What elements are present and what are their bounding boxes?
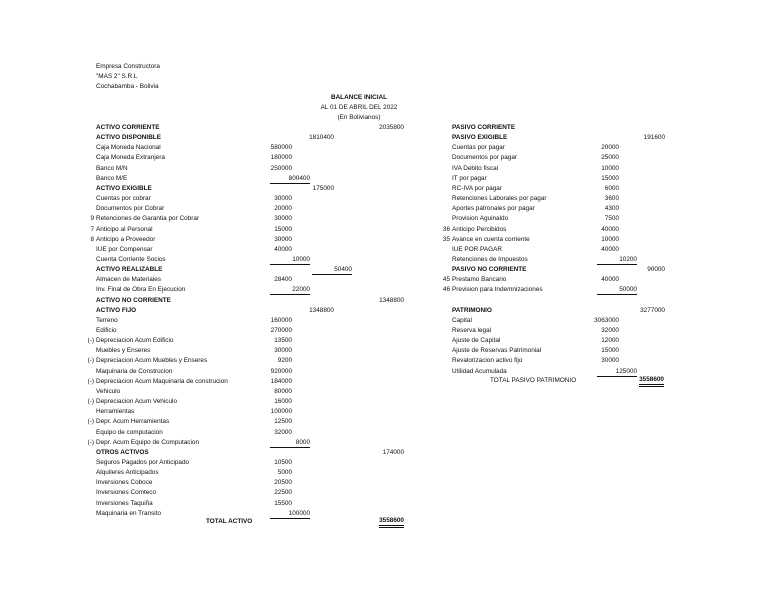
account-label: PASIVO NO CORRIENTE bbox=[452, 266, 527, 274]
amount-c2: 20000 bbox=[274, 205, 292, 213]
amount-c2: 180000 bbox=[270, 154, 292, 162]
row-prefix: (-) bbox=[87, 337, 94, 345]
account-row bbox=[0, 164, 768, 174]
account-label: Ajuste de Reservas Patrimonial bbox=[452, 347, 542, 355]
amount-c2: 10500 bbox=[274, 458, 292, 466]
account-label: IVA Debito fiscal bbox=[452, 164, 499, 172]
account-row bbox=[0, 275, 768, 285]
account-label: Anticipo Percibidos bbox=[452, 225, 507, 233]
account-label: ACTIVO FIJO bbox=[96, 306, 137, 314]
account-row bbox=[0, 235, 768, 245]
account-row bbox=[0, 296, 768, 306]
account-row bbox=[0, 204, 768, 214]
amount-c2: 30000 bbox=[274, 347, 292, 355]
amount-c2: 7500 bbox=[604, 215, 619, 223]
account-row bbox=[0, 478, 768, 488]
amount-c2: 15000 bbox=[601, 174, 619, 182]
account-row bbox=[0, 499, 768, 509]
account-label: IT por pagar bbox=[452, 174, 487, 182]
account-label: Seguros Pagados por Anticipado bbox=[96, 458, 190, 466]
account-label: Ajuste de Capital bbox=[452, 337, 501, 345]
company-name: Empresa Constructora bbox=[96, 63, 160, 70]
account-label: Documentos por pagar bbox=[452, 154, 518, 162]
amount-c3: 50400 bbox=[312, 265, 352, 275]
amount-c2: 160000 bbox=[270, 316, 292, 324]
amount-c2: 25000 bbox=[601, 154, 619, 162]
amount-c4: 1348800 bbox=[379, 296, 404, 304]
account-row bbox=[0, 174, 768, 184]
account-row bbox=[0, 417, 768, 427]
amount-c2: 15500 bbox=[274, 499, 292, 507]
amount-c2: 80000 bbox=[274, 387, 292, 395]
amount-c3: 175000 bbox=[312, 184, 334, 192]
total-activo-value-wrap bbox=[340, 517, 404, 527]
row-prefix: (-) bbox=[87, 398, 94, 406]
amount-c2: 125000 bbox=[597, 367, 637, 377]
account-row bbox=[0, 346, 768, 356]
section-heading-row bbox=[0, 448, 768, 458]
account-label: Prevision para Indemnizaciones bbox=[452, 286, 543, 294]
account-label: Muebles y Enseres bbox=[96, 347, 151, 355]
account-label: Caja Moneda Extranjera bbox=[96, 154, 165, 162]
account-row bbox=[0, 356, 768, 366]
account-row bbox=[0, 153, 768, 163]
account-label: Depreciacion Acum Vehiculo bbox=[96, 398, 177, 406]
account-row bbox=[0, 326, 768, 336]
account-label: PASIVO CORRIENTE bbox=[452, 124, 516, 131]
account-label: IUE POR PAGAR bbox=[452, 245, 502, 253]
amount-c2: 100000 bbox=[270, 408, 292, 416]
account-row bbox=[0, 397, 768, 407]
account-label: Depreciacion Acum Edificio bbox=[96, 337, 174, 345]
account-label: Almacen de Materiales bbox=[96, 276, 162, 284]
account-label: Revalorizacion activo fijo bbox=[452, 357, 523, 365]
amount-c2: 40000 bbox=[601, 245, 619, 253]
amount-c2: 920000 bbox=[270, 367, 292, 375]
amount-c2: 270000 bbox=[270, 327, 292, 334]
amount-c2: 800400 bbox=[270, 174, 310, 184]
account-label: Equipo de computacion bbox=[96, 428, 163, 436]
account-row bbox=[0, 438, 768, 448]
amount-c2: 40000 bbox=[601, 225, 619, 233]
amount-c3: 1348800 bbox=[309, 306, 334, 314]
row-prefix: (-) bbox=[87, 418, 94, 426]
amount-c2: 580000 bbox=[270, 144, 292, 152]
amount-c2: 250000 bbox=[270, 164, 292, 172]
total-pasivo-value: 3558600 bbox=[639, 376, 664, 387]
amount-c2: 20500 bbox=[274, 479, 292, 487]
account-label: Vehiculo bbox=[96, 387, 121, 395]
amount-c4: 174000 bbox=[382, 448, 404, 456]
amount-c2: 100000 bbox=[270, 509, 310, 519]
amount-c2: 10000 bbox=[270, 255, 310, 265]
amount-c4: 90000 bbox=[647, 266, 665, 274]
account-label: Aportes patronales por pagar bbox=[452, 205, 535, 213]
account-row bbox=[0, 285, 768, 295]
account-label: Prestamo Bancario bbox=[452, 276, 507, 284]
account-label: Terreno bbox=[96, 316, 118, 324]
amount-c4: 2035800 bbox=[379, 124, 404, 131]
report-currency: (En Bolivianos) bbox=[337, 114, 381, 121]
account-label: Maquinaria en Transito bbox=[96, 509, 162, 517]
account-row bbox=[0, 214, 768, 224]
account-label: Anticipo a Proveedor bbox=[96, 235, 156, 243]
account-label: Depreciacion Acum Maquinaria de construcion bbox=[96, 377, 228, 385]
amount-c2: 30000 bbox=[601, 357, 619, 365]
section-heading-row bbox=[0, 123, 768, 133]
amount-c4: 3277000 bbox=[640, 306, 665, 314]
account-row bbox=[0, 316, 768, 326]
amount-c2: 15000 bbox=[274, 225, 292, 233]
account-row bbox=[0, 458, 768, 468]
account-label: ACTIVO REALIZABLE bbox=[96, 266, 163, 274]
amount-c2: 8000 bbox=[270, 438, 310, 448]
account-label: Retenciones de Impuestos bbox=[452, 255, 528, 263]
amount-c2: 50000 bbox=[597, 285, 637, 295]
company-location: Cochabamba - Bolivia bbox=[96, 83, 159, 90]
amount-c2: 22000 bbox=[270, 285, 310, 295]
amount-c2: 20000 bbox=[601, 144, 619, 152]
account-label: Capital bbox=[452, 316, 472, 324]
amount-c2: 3600 bbox=[604, 195, 619, 203]
account-label: Depr. Acum Equipo de Computacion bbox=[96, 438, 200, 446]
amount-c2: 12500 bbox=[274, 418, 292, 426]
amount-c2: 30000 bbox=[274, 215, 292, 223]
total-pasivo-value-wrap bbox=[600, 376, 664, 386]
account-row bbox=[0, 225, 768, 235]
amount-c2: 28400 bbox=[274, 276, 292, 284]
account-label: IUE por Compensar bbox=[96, 245, 153, 253]
account-row bbox=[0, 488, 768, 498]
amount-c2: 40000 bbox=[274, 245, 292, 253]
account-label: Anticipo al Personal bbox=[96, 225, 153, 233]
account-row bbox=[0, 428, 768, 438]
amount-c3: 1810400 bbox=[309, 134, 334, 142]
account-row bbox=[0, 184, 768, 194]
account-label: Banco M/N bbox=[96, 164, 128, 172]
amount-c2: 184000 bbox=[270, 377, 292, 385]
account-label: Avance en cuenta corriente bbox=[452, 235, 530, 243]
row-prefix: 46 bbox=[442, 286, 450, 294]
amount-c2: 10200 bbox=[597, 255, 637, 265]
account-label: PATRIMONIO bbox=[452, 306, 492, 314]
account-row bbox=[0, 407, 768, 417]
amount-c2: 6000 bbox=[604, 184, 619, 192]
amount-c2: 9200 bbox=[277, 357, 292, 365]
account-label: Inv. Final de Obra En Ejecucion bbox=[96, 286, 186, 294]
account-row bbox=[0, 194, 768, 204]
account-label: Herramientas bbox=[96, 408, 135, 416]
row-prefix: 9 bbox=[90, 215, 94, 223]
amount-c2: 32000 bbox=[601, 327, 619, 334]
amount-c2: 16000 bbox=[274, 398, 292, 406]
account-label: Documentos por Cobrar bbox=[96, 205, 165, 213]
account-row bbox=[0, 255, 768, 265]
row-prefix: 8 bbox=[90, 235, 94, 243]
amount-c2: 5000 bbox=[277, 469, 292, 477]
row-prefix: 45 bbox=[442, 276, 450, 284]
section-heading-row bbox=[0, 265, 768, 275]
row-prefix: 35 bbox=[442, 235, 450, 243]
account-label: ACTIVO NO CORRIENTE bbox=[96, 296, 171, 304]
account-label: Utilidad Acumulada bbox=[452, 367, 507, 375]
account-row bbox=[0, 245, 768, 255]
amount-c2: 10000 bbox=[601, 164, 619, 172]
total-activo-value: 3558600 bbox=[379, 517, 404, 528]
company-legal-name: "MAS 2" S.R.L bbox=[96, 73, 138, 80]
account-label: Retenciones Laborales por pagar bbox=[452, 195, 547, 203]
row-prefix: 7 bbox=[90, 225, 94, 233]
amount-c2: 13500 bbox=[274, 337, 292, 345]
amount-c2: 3063000 bbox=[594, 316, 619, 324]
amount-c2: 30000 bbox=[274, 235, 292, 243]
account-label: ACTIVO DISPONIBLE bbox=[96, 134, 161, 142]
amount-c2: 32000 bbox=[274, 428, 292, 436]
account-label: Inversiones Comteco bbox=[96, 489, 157, 497]
amount-c2: 10000 bbox=[601, 235, 619, 243]
account-label: Inversiones Coboce bbox=[96, 479, 153, 487]
account-label: Cuentas por pagar bbox=[452, 144, 505, 152]
account-label: Provision Aguinaldo bbox=[452, 215, 509, 223]
account-row bbox=[0, 143, 768, 153]
account-label: Caja Moneda Nacional bbox=[96, 144, 161, 152]
account-label: Edificio bbox=[96, 327, 117, 334]
account-label: Inversiones Taquiña bbox=[96, 499, 153, 507]
section-heading-row bbox=[0, 133, 768, 143]
account-label: Cuenta Corriente Socios bbox=[96, 255, 166, 263]
account-label: ACTIVO EXIGIBLE bbox=[96, 184, 152, 192]
account-label: Cuentas por cobrar bbox=[96, 195, 151, 203]
account-row bbox=[0, 336, 768, 346]
amount-c4: 191600 bbox=[643, 134, 665, 142]
section-heading-row bbox=[0, 306, 768, 316]
account-row bbox=[0, 468, 768, 478]
amount-c2: 4300 bbox=[604, 205, 619, 213]
account-label: Maquinaria de Construcion bbox=[96, 367, 173, 375]
row-prefix: (-) bbox=[87, 377, 94, 385]
row-prefix: 36 bbox=[442, 225, 450, 233]
amount-c2: 40000 bbox=[601, 276, 619, 284]
account-label: RC-IVA por pagar bbox=[452, 184, 502, 192]
amount-c2: 22500 bbox=[274, 489, 292, 497]
account-label: Retenciones de Garantia por Cobrar bbox=[96, 215, 200, 223]
account-label: ACTIVO CORRIENTE bbox=[96, 124, 160, 131]
report-title: BALANCE INICIAL bbox=[330, 94, 388, 101]
amount-c2: 12000 bbox=[601, 337, 619, 345]
account-label: Alquileres Anticipados bbox=[96, 469, 159, 477]
report-date: AL 01 DE ABRIL DEL 2022 bbox=[320, 104, 398, 111]
account-label: Reserva legal bbox=[452, 327, 492, 334]
account-label: Banco M/E bbox=[96, 174, 128, 182]
amount-c2: 15000 bbox=[601, 347, 619, 355]
row-prefix: (-) bbox=[87, 438, 94, 446]
amount-c2: 30000 bbox=[274, 195, 292, 203]
account-label: OTROS ACTIVOS bbox=[96, 448, 149, 456]
account-label: PASIVO EXIGIBLE bbox=[452, 134, 508, 142]
total-activo-label: TOTAL ACTIVO bbox=[206, 518, 253, 525]
account-row bbox=[0, 387, 768, 397]
account-label: Depr. Acum Herramientas bbox=[96, 418, 170, 426]
row-prefix: (-) bbox=[87, 357, 94, 365]
account-label: Depreciacion Acum Muebles y Enseres bbox=[96, 357, 208, 365]
total-pasivo-label: TOTAL PASIVO PATRIMONIO bbox=[490, 377, 577, 384]
